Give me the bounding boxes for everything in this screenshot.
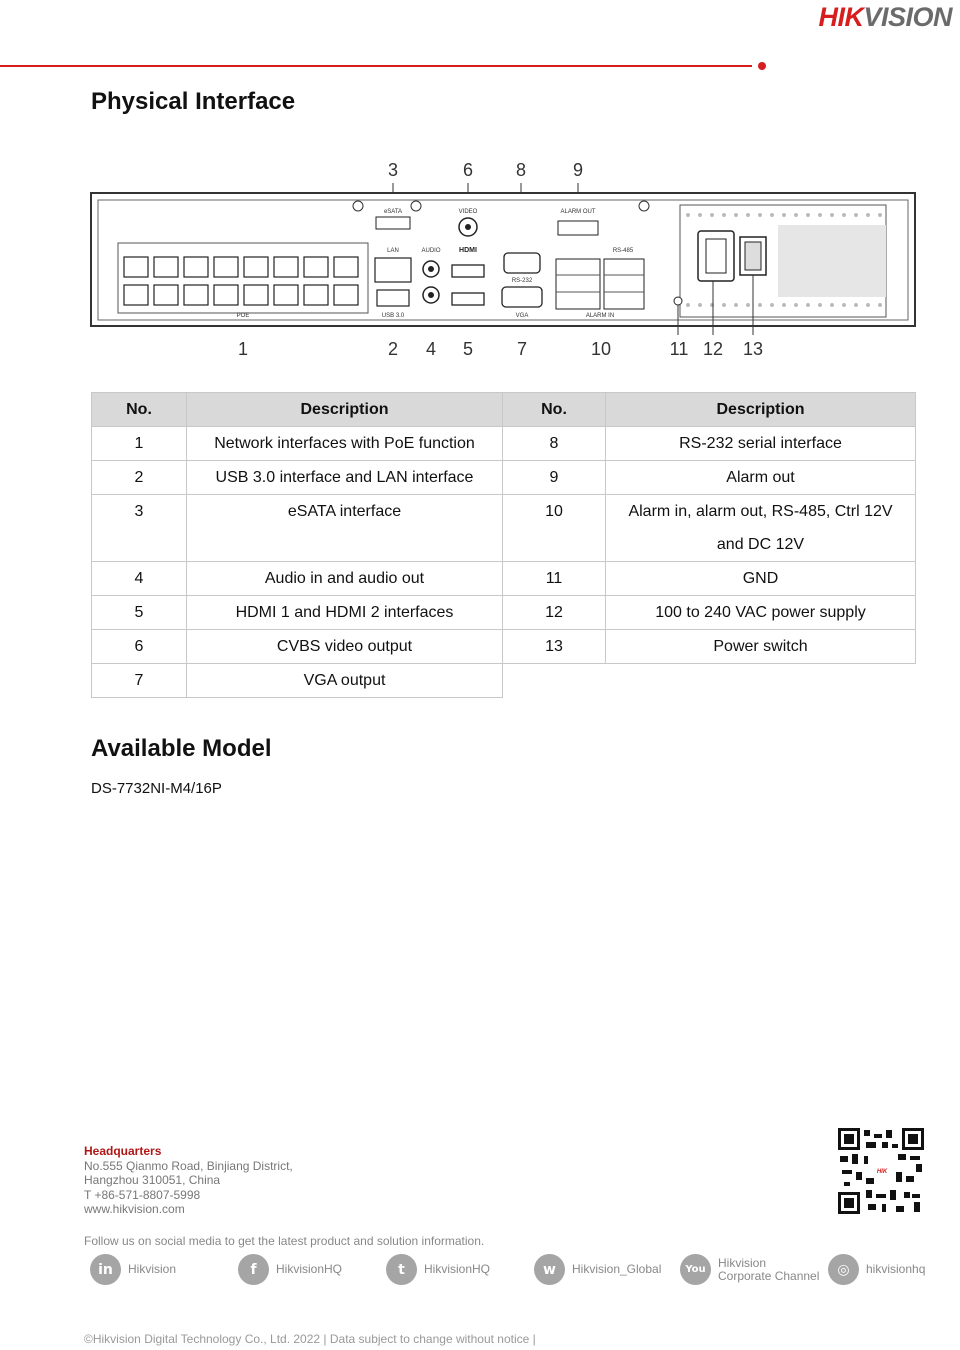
callout-12: 12 bbox=[702, 339, 724, 359]
svg-text:POE: POE bbox=[236, 313, 250, 319]
social-link-wechat[interactable]: w Hikvision_Global bbox=[534, 1254, 661, 1285]
svg-text:VGA: VGA bbox=[515, 313, 529, 319]
hikvision-logo: HIKVISION bbox=[818, 2, 952, 32]
nvr-rear-panel-figure bbox=[88, 155, 918, 365]
wechat-icon: w bbox=[534, 1254, 565, 1285]
social-link-twitter[interactable]: t HikvisionHQ bbox=[386, 1254, 490, 1285]
table-row: 3 eSATA interface 10 Alarm in, alarm out, RS-485, Ctrl 12V and DC 12V bbox=[92, 495, 916, 562]
hq-website-link[interactable]: www.hikvision.com bbox=[84, 1202, 185, 1216]
callout-1: 1 bbox=[237, 339, 249, 359]
header-divider bbox=[0, 65, 752, 67]
youtube-icon: You bbox=[680, 1254, 711, 1285]
instagram-icon: ◎ bbox=[828, 1254, 859, 1285]
headquarters-block bbox=[84, 1144, 293, 1217]
table-header-row bbox=[92, 393, 916, 427]
svg-text:RS-232: RS-232 bbox=[511, 278, 533, 284]
header-description: Description bbox=[187, 393, 503, 427]
header-no: No. bbox=[503, 393, 606, 427]
table-row: 4 Audio in and audio out 11 GND bbox=[92, 562, 916, 596]
social-link-instagram[interactable]: ◎ hikvisionhq bbox=[828, 1254, 925, 1285]
svg-text:ALARM OUT: ALARM OUT bbox=[560, 209, 596, 215]
svg-text:VIDEO: VIDEO bbox=[458, 209, 478, 215]
model-number: DS-7732NI-M4/16P bbox=[91, 780, 222, 797]
callout-11: 11 bbox=[669, 339, 689, 359]
table-row: 1 Network interfaces with PoE function 8 RS-232 serial interface bbox=[92, 427, 916, 461]
callout-5: 5 bbox=[462, 339, 474, 359]
callout-7: 7 bbox=[516, 339, 528, 359]
social-link-linkedin[interactable]: in Hikvision bbox=[90, 1254, 176, 1285]
table-row: 2 USB 3.0 interface and LAN interface 9 Alarm out bbox=[92, 461, 916, 495]
svg-text:RS-485: RS-485 bbox=[612, 248, 634, 254]
interface-table bbox=[91, 392, 916, 698]
social-link-facebook[interactable]: f HikvisionHQ bbox=[238, 1254, 342, 1285]
callout-9: 9 bbox=[572, 160, 584, 180]
svg-text:eSATA: eSATA bbox=[383, 209, 403, 215]
svg-text:ALARM IN: ALARM IN bbox=[585, 313, 615, 319]
header-no: No. bbox=[92, 393, 187, 427]
svg-text:AUDIO: AUDIO bbox=[421, 248, 441, 254]
callout-8: 8 bbox=[515, 160, 527, 180]
callout-4: 4 bbox=[425, 339, 437, 359]
svg-text:LAN: LAN bbox=[387, 248, 399, 254]
table-row: 5 HDMI 1 and HDMI 2 interfaces 12 100 to 240 VAC power supply bbox=[92, 596, 916, 630]
callout-13: 13 bbox=[742, 339, 764, 359]
hq-phone: T +86-571-8807-5998 bbox=[84, 1187, 201, 1202]
linkedin-icon: in bbox=[90, 1254, 121, 1285]
header-description: Description bbox=[606, 393, 916, 427]
qr-logo: HIK bbox=[876, 1169, 888, 1175]
header-divider-dot bbox=[758, 62, 766, 70]
callout-6: 6 bbox=[462, 160, 474, 180]
svg-text:USB 3.0: USB 3.0 bbox=[381, 313, 405, 319]
section-title-available-model: Available Model bbox=[91, 735, 272, 762]
hq-title: Headquarters bbox=[84, 1144, 162, 1158]
hq-address-line: No.555 Qianmo Road, Binjiang District, bbox=[84, 1158, 293, 1173]
social-link-youtube[interactable]: You Hikvision Corporate Channel bbox=[680, 1254, 819, 1285]
svg-text:HDMI: HDMI bbox=[459, 247, 477, 254]
qr-code bbox=[838, 1128, 924, 1214]
callout-2: 2 bbox=[387, 339, 399, 359]
callout-10: 10 bbox=[590, 339, 612, 359]
social-links bbox=[90, 1254, 930, 1288]
facebook-icon: f bbox=[238, 1254, 269, 1285]
hq-address-line: Hangzhou 310051, China bbox=[84, 1173, 221, 1187]
callout-3: 3 bbox=[387, 160, 399, 180]
copyright-text: ©Hikvision Digital Technology Co., Ltd. 2022 | Data subject to change without notice | bbox=[84, 1332, 536, 1346]
social-follow-text: Follow us on social media to get the latest product and solution information. bbox=[84, 1234, 485, 1248]
table-row: 7 VGA output bbox=[92, 664, 916, 698]
twitter-icon: t bbox=[386, 1254, 417, 1285]
table-row: 6 CVBS video output 13 Power switch bbox=[92, 630, 916, 664]
section-title-physical-interface: Physical Interface bbox=[91, 88, 296, 115]
